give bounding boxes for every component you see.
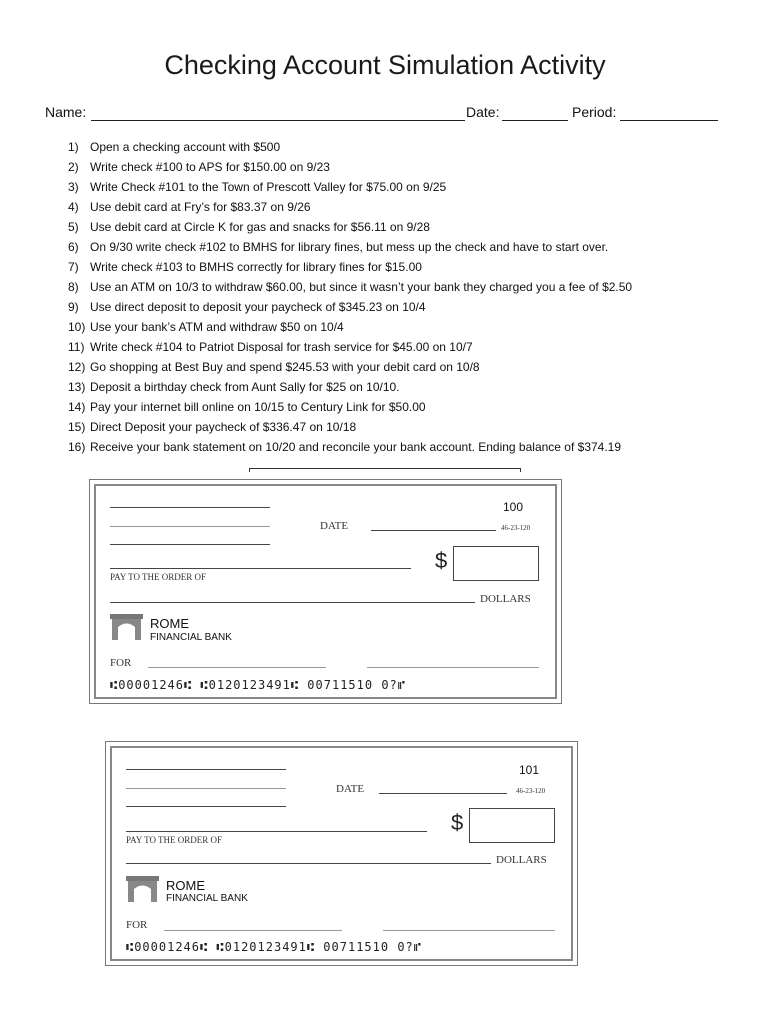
date-label: Date: — [466, 104, 500, 120]
memo-field[interactable] — [164, 930, 342, 931]
payee-field[interactable] — [110, 568, 411, 569]
task-item — [68, 279, 748, 299]
task-item — [68, 439, 748, 459]
micr-line: ⑆00001246⑆ ⑆0120123491⑆ 00711510 0?⑈ — [126, 940, 422, 954]
task-item — [68, 219, 748, 239]
date-label: DATE — [320, 520, 349, 532]
task-text: Go shopping at Best Buy and spend $245.53 with your debit card on 10/8 — [90, 360, 480, 374]
task-text: Direct Deposit your paycheck of $336.47 on 10/18 — [90, 420, 357, 434]
address-line — [110, 544, 270, 545]
task-number: 1) — [68, 140, 79, 154]
task-item — [68, 359, 748, 379]
bank-logo-icon — [110, 614, 143, 640]
pay-to-label: PAY TO THE ORDER OF — [126, 835, 223, 845]
memo-field[interactable] — [148, 667, 326, 668]
task-text: Use an ATM on 10/3 to withdraw $60.00, but since it wasn’t your bank they charged you a fee of $2.50 — [90, 280, 633, 294]
task-number: 13) — [68, 380, 86, 394]
task-text: Write check #100 to APS for $150.00 on 9/23 — [90, 160, 330, 174]
bank-subtitle: FINANCIAL BANK — [166, 893, 248, 904]
task-text: Use your bank’s ATM and withdraw $50 on 10/4 — [90, 320, 344, 334]
task-item — [68, 419, 748, 439]
pay-to-label: PAY TO THE ORDER OF — [110, 572, 207, 582]
routing-fraction: 46-23-120 — [516, 787, 546, 795]
task-item — [68, 299, 748, 319]
task-text: Write check #103 to BMHS correctly for library fines for $15.00 — [90, 260, 422, 274]
date-field[interactable] — [371, 530, 496, 531]
task-text: Use debit card at Circle K for gas and snacks for $56.11 on 9/28 — [90, 220, 430, 234]
task-number: 6) — [68, 240, 79, 254]
page-title: Checking Account Simulation Activity — [164, 50, 606, 80]
dollars-label: DOLLARS — [496, 854, 547, 866]
divider-bracket — [249, 468, 521, 472]
task-number: 14) — [68, 400, 86, 414]
date-field[interactable] — [379, 793, 507, 794]
task-text: Use direct deposit to deposit your paycheck of $345.23 on 10/4 — [90, 300, 426, 314]
date-field[interactable] — [502, 120, 568, 121]
address-line — [126, 769, 286, 770]
task-item — [68, 239, 748, 259]
check-number: 100 — [503, 500, 524, 514]
task-item — [68, 259, 748, 279]
check-100 — [89, 479, 562, 704]
dollar-sign: $ — [451, 810, 464, 835]
task-text: Write Check #101 to the Town of Prescott Valley for $75.00 on 9/25 — [90, 180, 447, 194]
address-line — [126, 788, 286, 789]
dollars-label: DOLLARS — [480, 593, 531, 605]
address-line — [110, 526, 270, 527]
bank-logo-icon — [126, 876, 159, 902]
task-item — [68, 179, 748, 199]
amount-box[interactable] — [453, 546, 539, 581]
task-item — [68, 399, 748, 419]
date-label: DATE — [336, 783, 365, 795]
bank-name: ROME — [150, 616, 189, 631]
task-text: Deposit a birthday check from Aunt Sally for $25 on 10/10. — [90, 380, 400, 394]
task-text: Write check #104 to Patriot Disposal for trash service for $45.00 on 10/7 — [90, 340, 473, 354]
task-number: 10) — [68, 320, 86, 334]
task-text: Use debit card at Fry’s for $83.37 on 9/26 — [90, 200, 311, 214]
task-number: 12) — [68, 360, 86, 374]
name-label: Name: — [45, 104, 87, 120]
task-item — [68, 199, 748, 219]
task-text: Open a checking account with $500 — [90, 140, 281, 154]
payee-field[interactable] — [126, 831, 427, 832]
bank-subtitle: FINANCIAL BANK — [150, 632, 232, 643]
signature-field[interactable] — [367, 667, 539, 668]
for-label: FOR — [126, 919, 148, 931]
routing-fraction: 46-23-120 — [501, 524, 531, 532]
student-info-line — [45, 104, 725, 124]
task-text: On 9/30 write check #102 to BMHS for library fines, but mess up the check and have to start over. — [90, 240, 609, 254]
task-number: 5) — [68, 220, 79, 234]
signature-field[interactable] — [383, 930, 555, 931]
task-number: 16) — [68, 440, 86, 454]
task-number: 2) — [68, 160, 79, 174]
task-text: Pay your internet bill online on 10/15 to Century Link for $50.00 — [90, 400, 426, 414]
task-list — [68, 139, 748, 459]
task-number: 4) — [68, 200, 79, 214]
task-text: Receive your bank statement on 10/20 and reconcile your bank account. Ending balance of $374.19 — [90, 440, 622, 454]
task-item — [68, 139, 748, 159]
period-label: Period: — [572, 104, 617, 120]
task-item — [68, 159, 748, 179]
address-line — [110, 507, 270, 508]
period-field[interactable] — [620, 120, 718, 121]
check-number: 101 — [519, 763, 540, 777]
address-line — [126, 806, 286, 807]
written-amount-field[interactable] — [110, 602, 475, 603]
dollar-sign: $ — [435, 548, 448, 573]
micr-line: ⑆00001246⑆ ⑆0120123491⑆ 00711510 0?⑈ — [110, 678, 406, 692]
check-101 — [105, 741, 578, 966]
name-field[interactable] — [91, 120, 465, 121]
task-number: 15) — [68, 420, 86, 434]
amount-box[interactable] — [469, 808, 555, 843]
task-number: 8) — [68, 280, 79, 294]
for-label: FOR — [110, 657, 132, 669]
task-item — [68, 339, 748, 359]
task-number: 9) — [68, 300, 79, 314]
bank-name: ROME — [166, 878, 205, 893]
task-item — [68, 379, 748, 399]
task-number: 7) — [68, 260, 79, 274]
written-amount-field[interactable] — [126, 863, 491, 864]
task-number: 11) — [68, 340, 85, 354]
task-number: 3) — [68, 180, 79, 194]
task-item — [68, 319, 748, 339]
